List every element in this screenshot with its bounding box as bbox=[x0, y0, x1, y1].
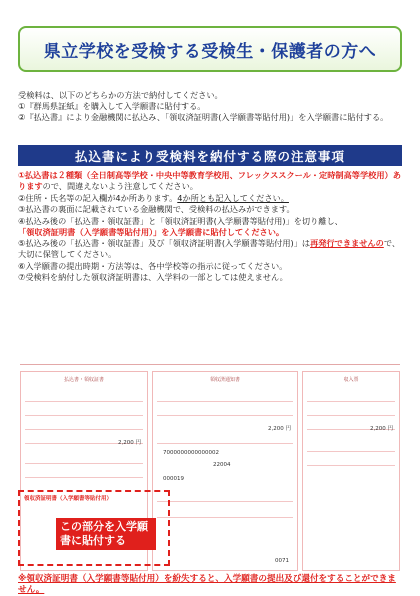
slip-revenue bbox=[302, 371, 400, 571]
slip-notice-code: 22004 bbox=[213, 462, 231, 468]
slip-notice-amount: 2,200 円 bbox=[268, 426, 291, 432]
note-2-text: ②住所・氏名等の記入欄が4か所あります。 bbox=[18, 192, 178, 203]
notes-list bbox=[18, 170, 402, 284]
section-heading: 払込書により受検料を納付する際の注意事項 bbox=[74, 148, 345, 164]
note-5-text: ⑤払込み後の「払込書・領収証書」及び「領収済証明書(入学願書等貼付用)」は bbox=[18, 238, 311, 248]
intro-method-1: ①『群馬県証紙』を購入して入学願書に貼付する。 bbox=[18, 101, 206, 111]
slip-revenue-amount: 2,200 円 bbox=[370, 426, 393, 432]
slip-notice-digits: 7000000000000002 bbox=[163, 450, 219, 456]
note-3: ③払込書の裏面に記載されている金融機関で、受検料の払込みができます。 bbox=[18, 204, 295, 214]
note-5 bbox=[18, 238, 402, 260]
slip-notice bbox=[152, 371, 298, 571]
form-number: 0071 bbox=[275, 558, 289, 564]
section-heading-band bbox=[18, 145, 402, 166]
note-6: ⑥入学願書の提出時期・方法等は、各中学校等の指示に従ってください。 bbox=[18, 260, 288, 271]
note-4-emphasis: 「領収済証明書（入学願書等貼付用）」を入学願書に貼付してください。 bbox=[18, 226, 285, 237]
slip-notice-number: 000019 bbox=[163, 476, 184, 482]
page-title-box bbox=[18, 26, 402, 72]
note-1-emphasis: ①払込書は２種類（全日制高等学校・中央中等教育学校用、フレックススクール・定時制高等学校用）あります bbox=[18, 170, 401, 191]
note-4-text: ④払込み後の「払込書・領収証書」と「領収済証明書(入学願書等貼付用)」を切り離し、 bbox=[18, 215, 343, 226]
note-5-emphasis: 再発行できませんの bbox=[310, 238, 384, 248]
note-1-rest: ので、間違えないよう注意してください。 bbox=[42, 181, 198, 191]
slip-receipt-amount: 2,200 円 bbox=[118, 440, 141, 446]
cutout-label: 領収済証明書（入学願書等貼付用） bbox=[24, 496, 113, 502]
attach-callout: この部分を入学願書に貼付する bbox=[56, 518, 156, 550]
intro-lead: 受検料は、以下のどちらかの方法で納付してください。 bbox=[18, 90, 223, 100]
note-5-rest: で、大切に保管してください。 bbox=[18, 238, 401, 259]
intro-method-2: ②『払込書』により金融機関に払込み、「領収済証明書(入学願書等貼付用)」を入学願書に貼付する。 bbox=[18, 112, 389, 122]
slip-notice-title: 領収済通知書 bbox=[209, 377, 240, 383]
bottom-warning: ※領収済証明書（入学願書等貼付用）を紛失すると、入学願書の提出及び還付をすることができません。 bbox=[18, 574, 396, 595]
note-1 bbox=[18, 170, 402, 192]
slip-receipt-title: 払込書・領収証書 bbox=[63, 377, 104, 383]
slip-revenue-title: 収入票 bbox=[343, 377, 359, 383]
note-2-underlined: 4か所とも記入してください。 bbox=[177, 192, 289, 203]
note-4 bbox=[18, 216, 402, 238]
page-title: 県立学校を受検する受検生・保護者の方へ bbox=[43, 41, 377, 62]
note-2 bbox=[18, 193, 402, 204]
note-7: ⑦受検料を納付した領収済証明書は、入学料の一部としては使えません。 bbox=[18, 272, 288, 282]
